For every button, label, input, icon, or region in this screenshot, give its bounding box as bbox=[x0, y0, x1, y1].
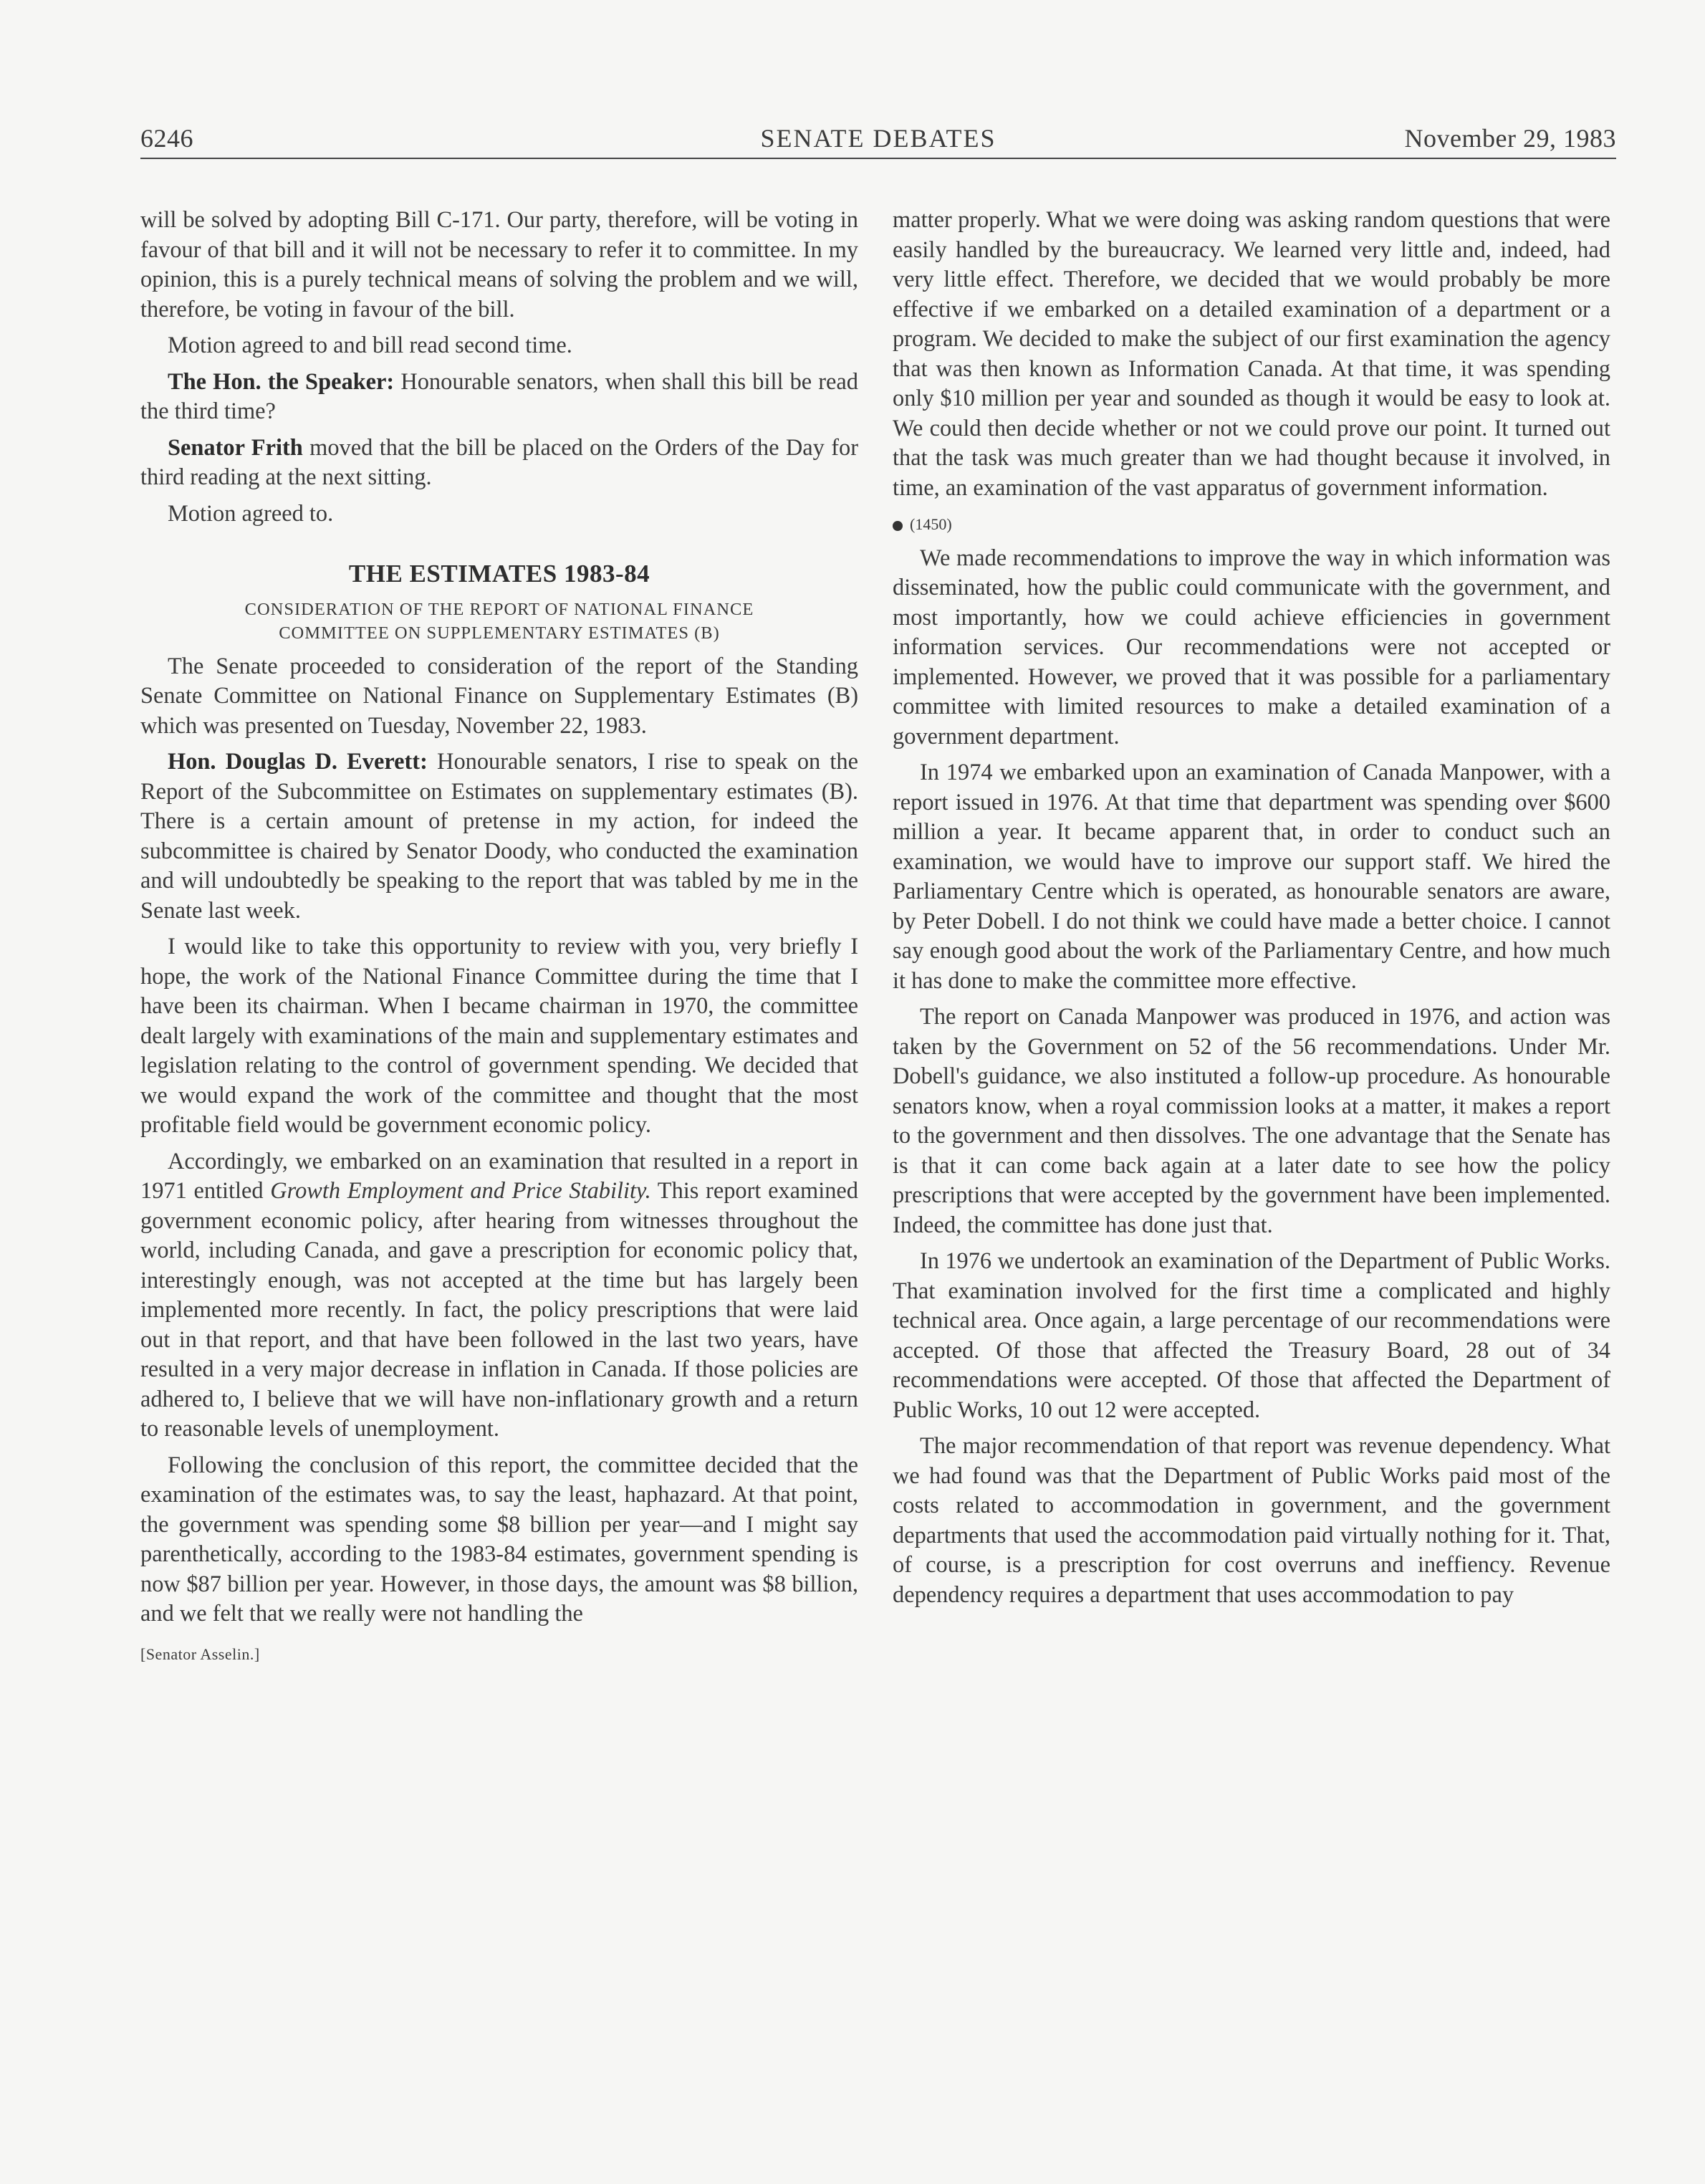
paragraph bbox=[140, 1147, 858, 1445]
paragraph: We made recommendations to improve the way in which information was disseminated, how the public could communicate with the government, and most importantly, how we could achieve efficiencies in government information services. Our recommendations were not accepted or implemented. However, we proved that it was possible for a parliamentary committee with limited resources to make a detailed examination of a government department. bbox=[893, 545, 1610, 749]
paragraph: Motion agreed to. bbox=[168, 500, 334, 527]
paragraph bbox=[140, 747, 858, 926]
paragraph: The Senate proceeded to consideration of the report of the Standing Senate Committee on National Finance on Supplementary Estimates (B) which was presented on Tuesday, November 22, 1983. bbox=[140, 653, 858, 739]
speech-text: This report examined government economic policy, after hearing from witnesses throughout the world, including Canada, and gave a prescription for economic policy that, interestingly enough, was not accepted at the time but has largely been implemented more recently. In fact, the policy prescriptions that were laid out in that report, and that have been followed in the last two years, have resulted in a very major decrease in inflation in Canada. If those policies are adhered to, I believe that we will have non-inflationary growth and a return to reasonable levels of unemployment. bbox=[140, 1178, 858, 1442]
paragraph: I would like to take this opportunity to review with you, very briefly I hope, the work of the National Finance Committee during the time that I have been its chairman. When I became chairman in 1970, the committee dealt largely with examinations of the main and supplementary estimates and legislation relating to the control of government spending. We decided that we would expand the work of the committee and thought that the most profitable field would be government economic policy. bbox=[140, 934, 858, 1138]
speech-text: Accordingly, we embarked on an examination that resulted in a report in 1971 entitled bbox=[140, 1148, 858, 1204]
paragraph: will be solved by adopting Bill C-171. Our party, therefore, will be voting in favour of that bill and it will not be necessary to refer it to committee. In my opinion, this is a purely technical means of solving the problem and we will, therefore, be voting in favour of the bill. bbox=[140, 207, 858, 322]
speech-text: Honourable senators, when shall this bill be read the third time? bbox=[140, 368, 859, 424]
paragraph bbox=[140, 368, 858, 427]
time-marker-text: (1450) bbox=[910, 515, 952, 533]
paragraph: The report on Canada Manpower was produced in 1976, and action was taken by the Government on 52 of the 56 recommendations. Under Mr. Dobell's guidance, we also instituted a follow-up procedure. As honourable senators know, when a royal commission looks at a matter, it makes a report to the government and then dissolves. The one advantage that the Senate has is that it can come back again at a later date to see how the policy prescriptions that were accepted by the government have been implemented. Indeed, the committee has done just that. bbox=[893, 1004, 1610, 1238]
time-marker bbox=[893, 509, 1610, 540]
subtitle-line: COMMITTEE ON SUPPLEMENTARY ESTIMATES (B) bbox=[279, 623, 720, 643]
page-number: 6246 bbox=[140, 124, 193, 153]
paragraph: matter properly. What we were doing was asking random questions that were easily handled by the bureaucracy. We learned very little and, indeed, had very little effect. Therefore, we decided that we would probably be more effective if we embarked on a detailed examination of a department or a program. We decided to make the subject of our first examination the agency that was then known as Information Canada. At that time, it was spending only $10 million per year and sounded as though it would be easy to look at. We could then decide whether or not we could prove our point. It turned out that the task was much greater than we had thought because it involved, in time, an examination of the vast apparatus of government information. bbox=[893, 207, 1610, 501]
publication-date: November 29, 1983 bbox=[1404, 124, 1616, 153]
paragraph bbox=[140, 434, 858, 493]
footnote: [Senator Asselin.] bbox=[140, 1644, 260, 1663]
paragraph: Following the conclusion of this report, the committee decided that the examination of the estimates was, to say the least, haphazard. At that point, the government was spending some $8 billion per year—and I might say parenthetically, according to the 1983-84 estimates, government spending is now $87 billion per year. However, in those days, the amount was $8 billion, and we felt that we really were not handling the bbox=[140, 1452, 858, 1627]
section-subtitle bbox=[140, 598, 858, 645]
speech-text: Honourable senators, I rise to speak on the Report of the Subcommittee on Estimates on supplementary estimates (B). There is a certain amount of pretense in my action, for indeed the subcommittee is chaired by Senator Doody, who conducted the examination and will undoubtedly be speaking to the report that was tabled by me in the Senate last week. bbox=[140, 749, 858, 924]
page-header bbox=[140, 120, 1616, 159]
speaker-name: Hon. Douglas D. Everett: bbox=[168, 749, 428, 775]
left-column bbox=[140, 206, 858, 1669]
speaker-name: Senator Frith bbox=[168, 434, 303, 461]
right-column bbox=[893, 206, 1610, 1617]
bullet-icon bbox=[893, 521, 903, 531]
speech-text: moved that the bill be placed on the Orders of the Day for third reading at the next sitting. bbox=[140, 434, 858, 490]
paragraph: In 1974 we embarked upon an examination of Canada Manpower, with a report issued in 1976. At that time that department was spending over $600 million a year. It became apparent that, in order to conduct such an examination, we would have to improve our support staff. We hired the Parliamentary Centre which is operated, as honourable senators are aware, by Peter Dobell. I do not think we could have made a better choice. I cannot say enough good about the work of the Parliamentary Centre, and how much it has done to make the committee more effective. bbox=[893, 760, 1610, 994]
publication-title: SENATE DEBATES bbox=[760, 124, 996, 153]
report-title: Growth Employment and Price Stability. bbox=[270, 1178, 651, 1204]
section-title: THE ESTIMATES 1983-84 bbox=[348, 560, 650, 588]
paragraph: In 1976 we undertook an examination of the Department of Public Works. That examination involved for the first time a complicated and highly technical area. Once again, a large percentage of our recommendations were accepted. Of those that affected the Treasury Board, 28 out of 34 recommendations were accepted. Of those that affected the Department of Public Works, 10 out 12 were accepted. bbox=[893, 1248, 1610, 1423]
paragraph: Motion agreed to and bill read second time. bbox=[168, 332, 572, 358]
paragraph: The major recommendation of that report was revenue dependency. What we had found was that the Department of Public Works paid most of the costs related to accommodation in government, and the government departments that used the accommodation paid virtually nothing for it. That, of course, is a prescription for cost overruns and ineffiency. Revenue dependency requires a department that uses accommodation to pay bbox=[893, 1433, 1610, 1608]
speaker-name: The Hon. the Speaker: bbox=[168, 368, 395, 395]
subtitle-line: CONSIDERATION OF THE REPORT OF NATIONAL FINANCE bbox=[244, 599, 754, 619]
